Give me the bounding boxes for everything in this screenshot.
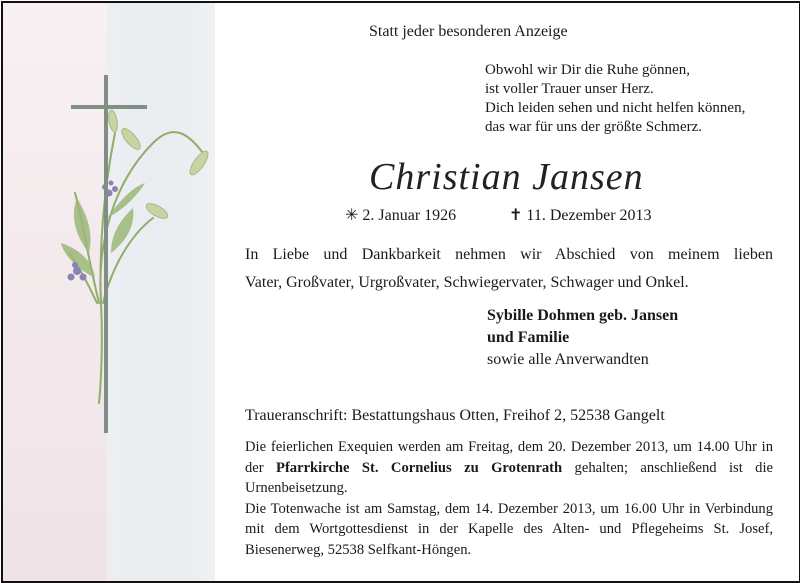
birth-date: ✳ 2. Januar 1926 — [345, 207, 457, 224]
exequien-text-end: gehalten; anschließend ist die Urnenbeisetzung. — [245, 459, 773, 496]
cross-and-grain-illustration — [3, 3, 215, 581]
announcement-text: Statt jeder besonderen Anzeige — [369, 23, 568, 40]
exequien-text: Die feierlichen Exequien werden am Freitag, dem 20. Dezember 2013, um 14.00 Uhr in der — [245, 439, 773, 476]
poem-line: Obwohl wir Dir die Ruhe gönnen, — [485, 62, 690, 78]
deceased-name: Christian Jansen — [369, 156, 644, 198]
mourner-relatives: sowie alle Anverwandten — [487, 351, 649, 368]
cross-icon — [71, 75, 147, 433]
mourner-family: und Familie — [487, 329, 570, 346]
farewell-text — [245, 241, 773, 297]
farewell-line: In Liebe und Dankbarkeit nehmen wir Abschied von meinem lieben — [245, 246, 773, 263]
mourners-block — [487, 305, 678, 371]
poem-line: Dich leiden sehen und nicht helfen können, — [485, 100, 746, 116]
exequien-paragraph — [245, 437, 773, 499]
mourner-name: Sybille Dohmen geb. Jansen — [487, 307, 679, 324]
poem-line: ist voller Trauer unser Herz. — [485, 81, 654, 97]
poem-line: das war für uns der größte Schmerz. — [485, 119, 703, 135]
obituary-card — [1, 1, 800, 583]
mourning-address: Traueranschrift: Bestattungshaus Otten, Freihof 2, 52538 Gangelt — [245, 407, 665, 424]
totenwache-paragraph: Die Totenwache ist am Samstag, dem 14. Dezember 2013, um 16.00 Uhr in Verbindung mit dem Wortgottesdienst in der Kapelle des Alten- und Pflegeheims St. Josef, Biesenerweg, 52538 Selfkant-Höngen. — [245, 500, 773, 558]
church-name: Pfarrkirche St. Cornelius zu Grotenrath — [276, 459, 563, 476]
poem — [485, 61, 745, 137]
service-details — [245, 437, 773, 560]
farewell-line: Vater, Großvater, Urgroßvater, Schwiegervater, Schwager und Onkel. — [245, 274, 689, 291]
death-date: ✝ 11. Dezember 2013 — [509, 207, 652, 224]
